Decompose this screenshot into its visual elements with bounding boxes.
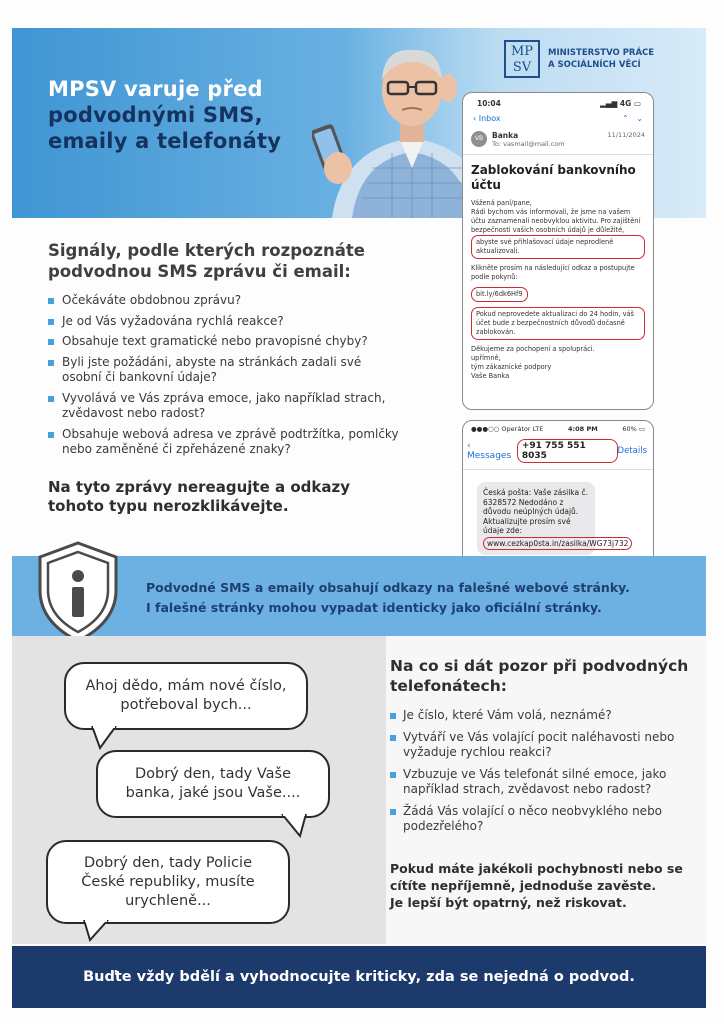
suspicious-link: www.cezkap0sta.in/zasilka/WG73j732 [483,537,632,551]
sms-nav-bar [463,437,653,470]
phishing-sms-mockup [462,420,654,570]
up-down-arrows-icon: ⌃ ⌄ [621,114,643,123]
list-item: Je od Vás vyžadována rychlá reakce? [48,314,400,330]
list-item: Obsahuje webová adresa ve zprávě podtržítka, pomlčky nebo zaměněné či zpřeházené znaky? [48,427,400,458]
list-item: Byli jste požádáni, abyste na stránkách zadali své osobní či bankovní údaje? [48,355,400,386]
hero-title-line2: podvodnými SMS, [48,103,263,127]
calls-title: Na co si dát pozor při podvodných telefonátech: [390,657,689,695]
list-item: Obsahuje text gramatické nebo pravopisné chyby? [48,334,400,350]
bullet-square-icon [390,713,396,719]
list-item: Žádá Vás volající o něco neobvyklého nebo podezřelého? [390,804,690,835]
bullet-square-icon [390,809,396,815]
chevron-left-icon: ‹ [467,441,471,451]
highlight-threat: Pokud neprovedete aktualizaci do 24 hodin, váš účet bude z bezpečnostních důvodů dočasně zablokován. [471,307,645,340]
email-sender [463,127,653,155]
list-item: Vzbuzuje ve Vás telefonát silné emoce, jako například strach, zvědavost nebo radost? [390,767,690,798]
hero-title-line3: emaily a telefonáty [48,129,282,153]
list-item: Je číslo, které Vám volá, neznámé? [390,708,690,724]
phone-status-bar: 10:04 ▂▄▆ 4G ▭ [477,99,641,108]
list-item: Očekáváte obdobnou zprávu? [48,293,400,309]
list-item: Vyvolává ve Vás zpráva emoce, jako například strach, zvědavost nebo radost? [48,391,400,422]
speech-bubble-bank: Dobrý den, tady Vaše banka, jaké jsou Vaše.... [96,750,330,818]
calls-list [390,708,690,841]
bullet-square-icon [48,396,54,402]
info-text: Podvodné SMS a emaily obsahují odkazy na falešné webové stránky. I falešné stránky mohou vypadat identicky jako oficiální stránky. [146,580,630,615]
back-messages: ‹ Messages [467,441,512,461]
email-subject: Zablokování bankovního účtu [471,163,636,192]
avatar: VB [471,131,487,147]
hero-title-line1: MPSV varuje před [48,77,263,101]
bullet-square-icon [390,735,396,741]
signals-title: Signály, podle kterých rozpoznáte podvodnou SMS zprávu či email: [48,241,365,281]
chevron-left-icon: ‹ [473,114,477,123]
bullet-square-icon [390,772,396,778]
list-item: Vytváří ve Vás volající pocit naléhavosti nebo vyžaduje rychlou reakci? [390,730,690,761]
hero-title [48,76,348,154]
logo-mark: MP SV [504,40,540,78]
footer-banner [12,946,706,1008]
suspicious-link: bit.ly/6dk6Hf9 [471,287,528,302]
logo-text: MINISTERSTVO PRÁCE A SOCIÁLNÍCH VĚCÍ [548,48,655,70]
details-link: Details [617,446,647,456]
signals-list [48,293,400,463]
sms-bubble: Česká pošta: Vaše zásilka č. 6328572 Nedodáno z důvodu neúplných údajů. Aktualizujte prosím své údaje zde: www.cezkap0sta.in/zasilka/WG73j732 [477,482,595,555]
footer-text: Buďte vždy bdělí a vyhodnocujte kriticky, zda se nejedná o podvod. [83,969,635,985]
recipient: To: vasmail@mail.com [492,140,565,148]
mpsv-logo [504,40,678,78]
email-nav-bar [463,110,653,127]
bullet-square-icon [48,339,54,345]
bullet-square-icon [48,432,54,438]
battery-icon: 60% ▭ [622,425,645,433]
shield-info-icon [36,540,120,644]
bullet-square-icon [48,360,54,366]
bullet-square-icon [48,298,54,304]
speech-tail-icon [90,726,120,750]
phone-status-bar: ●●●○○ Operátor LTE 4:08 PM 60% ▭ [471,425,645,433]
calls-warning: Pokud máte jakékoli pochybnosti nebo se cítíte nepříjemně, jednoduše zavěste. Je lepší být opatrný, než riskovat. [390,861,683,910]
back-inbox: ‹ Inbox [473,114,501,123]
email-date: 11/11/2024 [607,131,645,139]
signal-icon: ▂▄▆ 4G ▭ [600,99,641,108]
bullet-square-icon [48,319,54,325]
email-body: Vážená paní/pane, Rádi bychom vás informovali, že jsme na vašem účtu zaznamenali neobvyklou aktivitu. Pro zajištění bezpečnosti vašich osobních údajů je důležité, abyste své přihlašovací údaje neprodleně aktualizovali. Klikněte prosím na následující odkaz a postupujte podle pokynů: bit.ly/6dk6Hf9 Pokud neprovedete aktualizaci do 24 hodin, váš účet bude z bezpečnostních důvodů dočasně zablokován. Děkujeme za pochopení a spolupráci. upřímně, tým zákaznické podpory Vaše Banka [463,197,653,388]
sender-name: Banka [492,131,519,140]
speech-tail-icon [82,920,112,942]
speech-tail-icon [280,814,310,838]
speech-bubble-police: Dobrý den, tady Policie České republiky, musíte urychleně... [46,840,290,924]
sender-number: +91 755 551 8035 [517,439,618,463]
phishing-email-mockup [462,92,654,410]
signals-warning: Na tyto zprávy nereagujte a odkazy tohoto typu nerozklikávejte. [48,478,350,515]
speech-bubble-grandson: Ahoj dědo, mám nové číslo, potřeboval bych... [64,662,308,730]
highlight-urgent-request: abyste své přihlašovací údaje neprodleně aktualizovali. [471,235,645,259]
